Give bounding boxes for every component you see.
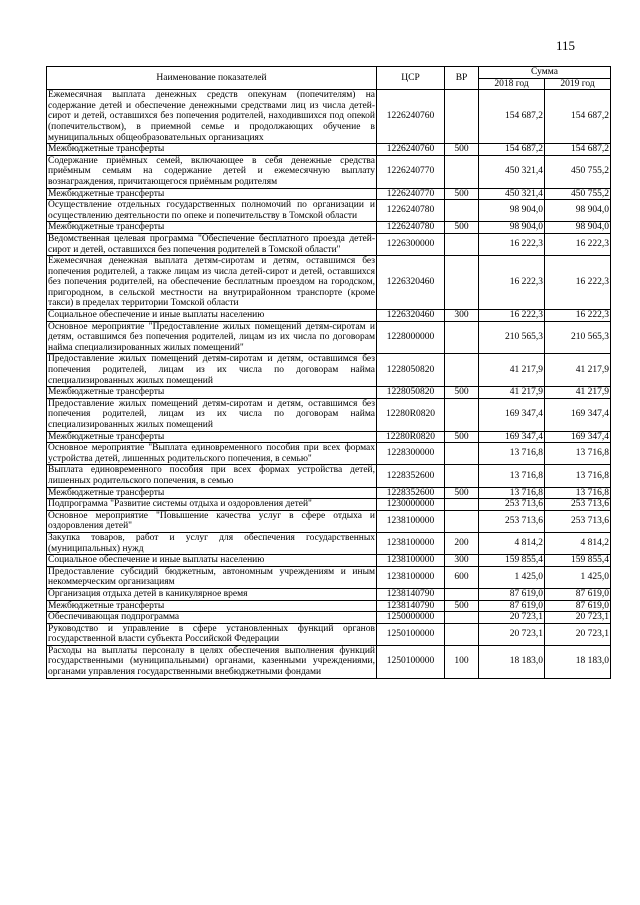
row-2018-cell: 16 222,3 bbox=[479, 256, 545, 310]
row-2018-cell: 41 217,9 bbox=[479, 354, 545, 387]
row-2018-cell: 154 687,2 bbox=[479, 144, 545, 156]
table-row bbox=[47, 310, 611, 322]
row-vr-cell bbox=[445, 200, 479, 222]
row-2019-cell: 169 347,4 bbox=[545, 398, 611, 431]
table-row bbox=[47, 645, 611, 678]
row-name-cell: Предоставление субсидий бюджетным, автономным учреждениям и иным некоммерческим организациям bbox=[48, 566, 375, 588]
row-csr-cell: 1228000000 bbox=[377, 321, 445, 354]
row-name-cell: Предоставление жилых помещений детям-сиротам и детям, оставшимся без попечения родителей, лицам из их числа по договорам найма специализированных жилых помещений bbox=[48, 354, 375, 386]
row-vr-cell bbox=[445, 398, 479, 431]
row-2019-cell: 1 425,0 bbox=[545, 566, 611, 588]
row-vr-cell bbox=[445, 354, 479, 387]
row-csr-cell: 1238100000 bbox=[377, 566, 445, 588]
row-csr-cell: 1226240770 bbox=[377, 155, 445, 188]
header-year-2018: 2018 год bbox=[479, 78, 545, 90]
table-row bbox=[47, 256, 611, 310]
row-2018-cell: 98 904,0 bbox=[479, 222, 545, 234]
row-name-cell: Основное мероприятие "Предоставление жилых помещений детям-сиротам и детям, оставшимся без попечения родителей, лицам из их числа по договорам найма специализированных жилых помещений" bbox=[48, 321, 375, 353]
row-name-cell: Межбюджетные трансферты bbox=[47, 487, 377, 499]
row-csr-cell: 1228050820 bbox=[377, 387, 445, 399]
row-name-cell: Межбюджетные трансферты bbox=[47, 387, 377, 399]
row-vr-cell bbox=[445, 612, 479, 624]
row-2018-cell: 253 713,6 bbox=[479, 499, 545, 511]
row-vr-cell bbox=[445, 233, 479, 255]
row-csr-cell: 1250000000 bbox=[377, 612, 445, 624]
row-name-cell: Содержание приёмных семей, включающее в себя денежные средства приёмным семьям на содержание детей и ежемесячную выплату вознаграждения, причитающегося приёмным родителям bbox=[48, 155, 375, 187]
row-vr-cell bbox=[445, 155, 479, 188]
page-number: 115 bbox=[556, 38, 576, 53]
row-name-cell: Основное мероприятие "Выплата единовременного пособия при всех формах устройства детей, лишенных родительского попечения, в семью" bbox=[48, 443, 375, 464]
row-name-cell: Осуществление отдельных государственных полномочий по организации и осуществлению деятельности по опеке и попечительству в Томской области bbox=[48, 200, 375, 221]
table-row bbox=[47, 200, 611, 222]
row-2019-cell: 13 716,8 bbox=[545, 443, 611, 465]
row-csr-cell: 1238100000 bbox=[377, 532, 445, 554]
row-2019-cell: 41 217,9 bbox=[545, 387, 611, 399]
row-2018-cell: 16 222,3 bbox=[479, 233, 545, 255]
header-year-2019: 2019 год bbox=[545, 78, 611, 90]
row-2019-cell: 4 814,2 bbox=[545, 532, 611, 554]
row-2018-cell: 253 713,6 bbox=[479, 510, 545, 532]
row-2019-cell: 98 904,0 bbox=[545, 222, 611, 234]
row-csr-cell: 1226240760 bbox=[377, 90, 445, 144]
row-csr-cell: 1226240780 bbox=[377, 222, 445, 234]
row-vr-cell bbox=[445, 321, 479, 354]
table-body bbox=[47, 90, 611, 678]
row-2019-cell: 20 723,1 bbox=[545, 612, 611, 624]
row-2019-cell: 210 565,3 bbox=[545, 321, 611, 354]
row-2019-cell: 450 755,2 bbox=[545, 188, 611, 200]
row-2018-cell: 87 619,0 bbox=[479, 588, 545, 600]
row-csr-cell: 1226240780 bbox=[377, 200, 445, 222]
row-2018-cell: 210 565,3 bbox=[479, 321, 545, 354]
table-row bbox=[47, 499, 611, 511]
table-row bbox=[47, 555, 611, 567]
row-csr-cell: 1226320460 bbox=[377, 256, 445, 310]
row-name-cell: Межбюджетные трансферты bbox=[47, 431, 377, 443]
row-name-cell: Выплата единовременного пособия при всех формах устройства детей, лишенных родительского попечения, в семью bbox=[48, 465, 375, 486]
table-row bbox=[47, 387, 611, 399]
row-2018-cell: 159 855,4 bbox=[479, 555, 545, 567]
row-2018-cell: 20 723,1 bbox=[479, 623, 545, 645]
table-row bbox=[47, 233, 611, 255]
row-name-cell: Социальное обеспечение и иные выплаты населению bbox=[47, 310, 377, 322]
row-csr-cell: 12280R0820 bbox=[377, 398, 445, 431]
row-vr-cell: 500 bbox=[445, 487, 479, 499]
table-row bbox=[47, 188, 611, 200]
row-name-cell: Межбюджетные трансферты bbox=[47, 222, 377, 234]
table-row bbox=[47, 144, 611, 156]
row-vr-cell: 500 bbox=[445, 144, 479, 156]
row-vr-cell: 500 bbox=[445, 431, 479, 443]
row-2018-cell: 450 321,4 bbox=[479, 188, 545, 200]
header-csr: ЦСР bbox=[377, 67, 445, 90]
row-name-cell: Расходы на выплаты персоналу в целях обеспечения выполнения функций государственными (муниципальными) органами, казенными учреждениями, органами управления государственными внебюджетными фондами bbox=[48, 645, 375, 678]
row-csr-cell: 1238140790 bbox=[377, 600, 445, 612]
row-vr-cell bbox=[445, 465, 479, 487]
row-2019-cell: 16 222,3 bbox=[545, 310, 611, 322]
row-2018-cell: 13 716,8 bbox=[479, 443, 545, 465]
header-name: Наименование показателей bbox=[47, 67, 377, 90]
row-2019-cell: 20 723,1 bbox=[545, 623, 611, 645]
table-row bbox=[47, 431, 611, 443]
table-row bbox=[47, 510, 611, 532]
row-name-cell: Ведомственная целевая программа "Обеспечение бесплатного проезда детей-сирот и детей, оставшихся без попечения родителей в Томской области" bbox=[48, 233, 375, 255]
row-name-cell: Предоставление жилых помещений детям-сиротам и детям, оставшимся без попечения родителей, лицам из их числа по договорам найма специализированных жилых помещений bbox=[48, 398, 375, 430]
row-2018-cell: 13 716,8 bbox=[479, 487, 545, 499]
row-vr-cell: 300 bbox=[445, 555, 479, 567]
row-2018-cell: 169 347,4 bbox=[479, 431, 545, 443]
table-row bbox=[47, 623, 611, 645]
table-row bbox=[47, 354, 611, 387]
row-csr-cell: 1238100000 bbox=[377, 555, 445, 567]
row-csr-cell: 1238140790 bbox=[377, 588, 445, 600]
header-sum: Сумма bbox=[479, 67, 611, 79]
row-name-cell: Организация отдыха детей в каникулярное время bbox=[47, 588, 377, 600]
row-vr-cell: 500 bbox=[445, 188, 479, 200]
row-vr-cell: 300 bbox=[445, 310, 479, 322]
row-2018-cell: 154 687,2 bbox=[479, 90, 545, 144]
row-2019-cell: 159 855,4 bbox=[545, 555, 611, 567]
row-csr-cell: 1226240760 bbox=[377, 144, 445, 156]
row-csr-cell: 1228050820 bbox=[377, 354, 445, 387]
row-2019-cell: 16 222,3 bbox=[545, 233, 611, 255]
row-name-cell: Ежемесячная денежная выплата детям-сиротам и детям, оставшимся без попечения родителей, а также лицам из числа детей-сирот и детей, оставшихся без попечения родителей, на обеспечение бесплатным проездом на городском, пригородном, в сельской местности на внутрирайонном транспорте (кроме такси) в пределах территории Томской области bbox=[48, 256, 375, 309]
row-vr-cell bbox=[445, 588, 479, 600]
row-2019-cell: 98 904,0 bbox=[545, 200, 611, 222]
row-csr-cell: 1228300000 bbox=[377, 443, 445, 465]
table-row bbox=[47, 600, 611, 612]
row-2019-cell: 253 713,6 bbox=[545, 499, 611, 511]
row-name-cell: Подпрограмма "Развитие системы отдыха и оздоровления детей" bbox=[47, 499, 377, 511]
row-2018-cell: 18 183,0 bbox=[479, 645, 545, 678]
row-2019-cell: 169 347,4 bbox=[545, 431, 611, 443]
row-2018-cell: 169 347,4 bbox=[479, 398, 545, 431]
row-name-cell: Межбюджетные трансферты bbox=[47, 144, 377, 156]
row-name-cell: Руководство и управление в сфере установленных функций органов государственной власти субъекта Российской Федерации bbox=[48, 623, 375, 645]
row-2018-cell: 16 222,3 bbox=[479, 310, 545, 322]
row-csr-cell: 1238100000 bbox=[377, 510, 445, 532]
row-csr-cell: 1226300000 bbox=[377, 233, 445, 255]
row-2019-cell: 87 619,0 bbox=[545, 588, 611, 600]
table-row bbox=[47, 222, 611, 234]
row-vr-cell: 500 bbox=[445, 222, 479, 234]
row-2018-cell: 450 321,4 bbox=[479, 155, 545, 188]
row-csr-cell: 1226320460 bbox=[377, 310, 445, 322]
row-2018-cell: 87 619,0 bbox=[479, 600, 545, 612]
row-name-cell: Основное мероприятие "Повышение качества услуг в сфере отдыха и оздоровления детей" bbox=[48, 510, 375, 532]
table-row bbox=[47, 321, 611, 354]
row-vr-cell bbox=[445, 499, 479, 511]
table-row bbox=[47, 398, 611, 431]
row-2018-cell: 1 425,0 bbox=[479, 566, 545, 588]
table-row bbox=[47, 443, 611, 465]
row-name-cell: Межбюджетные трансферты bbox=[47, 188, 377, 200]
row-2019-cell: 154 687,2 bbox=[545, 90, 611, 144]
row-2019-cell: 87 619,0 bbox=[545, 600, 611, 612]
table-row bbox=[47, 566, 611, 588]
row-name-cell: Межбюджетные трансферты bbox=[47, 600, 377, 612]
table-row bbox=[47, 612, 611, 624]
row-2018-cell: 98 904,0 bbox=[479, 200, 545, 222]
row-2019-cell: 13 716,8 bbox=[545, 487, 611, 499]
row-csr-cell: 1250100000 bbox=[377, 645, 445, 678]
row-vr-cell bbox=[445, 90, 479, 144]
row-csr-cell: 1250100000 bbox=[377, 623, 445, 645]
row-csr-cell: 1230000000 bbox=[377, 499, 445, 511]
row-csr-cell: 12280R0820 bbox=[377, 431, 445, 443]
row-2018-cell: 4 814,2 bbox=[479, 532, 545, 554]
row-vr-cell bbox=[445, 256, 479, 310]
row-name-cell: Социальное обеспечение и иные выплаты населению bbox=[47, 555, 377, 567]
table-header bbox=[47, 67, 611, 90]
row-2018-cell: 13 716,8 bbox=[479, 465, 545, 487]
budget-table bbox=[46, 66, 611, 679]
row-2018-cell: 20 723,1 bbox=[479, 612, 545, 624]
table-row bbox=[47, 588, 611, 600]
row-vr-cell: 200 bbox=[445, 532, 479, 554]
table-row bbox=[47, 155, 611, 188]
table-row bbox=[47, 465, 611, 487]
row-2019-cell: 41 217,9 bbox=[545, 354, 611, 387]
row-2019-cell: 450 755,2 bbox=[545, 155, 611, 188]
table-row bbox=[47, 532, 611, 554]
row-name-cell: Ежемесячная выплата денежных средств опекунам (попечителям) на содержание детей и обеспечение денежными средствами лиц из числа детей-сирот и детей, оставшихся без попечения родителей, находившихся под опекой (попечительством), в приемной семье и продолжающих обучение в муниципальных общеобразовательных организациях bbox=[48, 90, 375, 143]
row-csr-cell: 1228352600 bbox=[377, 487, 445, 499]
row-vr-cell bbox=[445, 443, 479, 465]
row-2019-cell: 154 687,2 bbox=[545, 144, 611, 156]
budget-table-container bbox=[46, 66, 610, 679]
row-vr-cell: 500 bbox=[445, 600, 479, 612]
row-2019-cell: 253 713,6 bbox=[545, 510, 611, 532]
row-2019-cell: 13 716,8 bbox=[545, 465, 611, 487]
row-vr-cell: 500 bbox=[445, 387, 479, 399]
row-2019-cell: 18 183,0 bbox=[545, 645, 611, 678]
header-vr: ВР bbox=[445, 67, 479, 90]
row-csr-cell: 1228352600 bbox=[377, 465, 445, 487]
row-vr-cell: 600 bbox=[445, 566, 479, 588]
row-name-cell: Обеспечивающая подпрограмма bbox=[47, 612, 377, 624]
row-vr-cell: 100 bbox=[445, 645, 479, 678]
table-row bbox=[47, 487, 611, 499]
row-csr-cell: 1226240770 bbox=[377, 188, 445, 200]
row-vr-cell bbox=[445, 510, 479, 532]
row-2019-cell: 16 222,3 bbox=[545, 256, 611, 310]
row-vr-cell bbox=[445, 623, 479, 645]
row-name-cell: Закупка товаров, работ и услуг для обеспечения государственных (муниципальных) нужд bbox=[48, 532, 375, 554]
row-2018-cell: 41 217,9 bbox=[479, 387, 545, 399]
table-row bbox=[47, 90, 611, 144]
